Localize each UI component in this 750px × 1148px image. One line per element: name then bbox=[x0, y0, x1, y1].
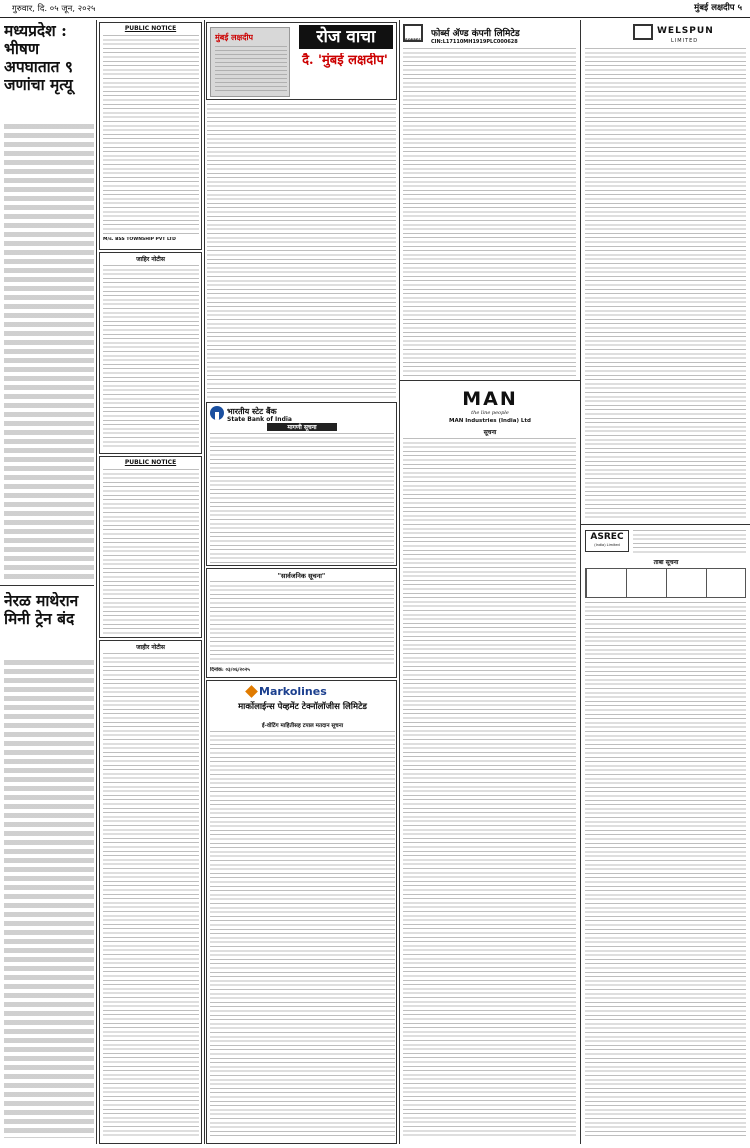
man-industries-notice bbox=[401, 386, 578, 1144]
column-divider bbox=[204, 20, 205, 1144]
banner-subtitle: दै. 'मुंबई लक्षदीप' bbox=[302, 53, 388, 68]
markolines-notice bbox=[206, 680, 397, 1144]
column-divider bbox=[399, 20, 400, 1144]
notice-title: ताबा सूचना bbox=[653, 559, 679, 566]
bank-name-en: State Bank of India bbox=[227, 416, 292, 423]
notice-title: ई-वोटिंग माहितीसह टपाल मतदान सूचना bbox=[261, 723, 344, 729]
story-body bbox=[4, 124, 94, 580]
notice-body bbox=[210, 581, 394, 665]
notice-title: जाहिर नोटीस bbox=[136, 256, 165, 263]
page-number: ५ bbox=[737, 3, 742, 13]
news-story-neral-matheran bbox=[4, 592, 94, 1142]
asrec-logo-icon: ASREC (India) Limited bbox=[585, 530, 629, 552]
notice-title: "सार्वजनिक सूचना" bbox=[277, 572, 326, 580]
welspun-logo-icon bbox=[633, 24, 653, 40]
column-divider bbox=[96, 20, 97, 1144]
masthead: मुंबई लक्षदीप bbox=[215, 32, 254, 42]
public-notice bbox=[99, 22, 202, 250]
company-name: फोर्ब्स ॲण्ड कंपनी लिमिटेड bbox=[431, 29, 520, 39]
notice-body bbox=[207, 104, 396, 400]
markolines-logo-icon bbox=[245, 685, 258, 698]
notice-body bbox=[585, 48, 746, 518]
public-notice-2 bbox=[99, 456, 202, 638]
company-logo: WELSPUN bbox=[657, 26, 714, 36]
notice-date: दिनांक: ०३/०६/२०२५ bbox=[210, 667, 250, 673]
notice-title: जाहीर नोटीस bbox=[136, 644, 165, 651]
company-cin: CIN:L17110MH1919PLC000628 bbox=[431, 39, 518, 45]
company-logo: Markolines bbox=[259, 685, 327, 698]
notice-signoff: M/s. BSS TOWNSHIP PVT LTD bbox=[103, 237, 176, 242]
roj-vacha-banner bbox=[206, 22, 397, 100]
story-headline: नेरळ माथेरान मिनी ट्रेन बंद bbox=[4, 592, 79, 628]
notice-body bbox=[103, 35, 199, 235]
welspun-notice bbox=[583, 22, 748, 522]
sbi-demand-notice bbox=[206, 402, 397, 566]
possession-table bbox=[585, 568, 746, 598]
column-divider bbox=[580, 20, 581, 1144]
company-logo: MAN bbox=[462, 388, 518, 410]
notice-body bbox=[403, 48, 576, 376]
notice-title: सूचना bbox=[483, 429, 497, 436]
notice-body bbox=[103, 469, 199, 634]
story-separator bbox=[0, 585, 94, 586]
notice-body bbox=[210, 433, 394, 563]
notice-body bbox=[103, 653, 199, 1139]
company-name: मार्कोलाईन्स पेव्हमेंट टेक्नॉलॉजीस लिमिटेड bbox=[238, 702, 367, 712]
notice-body bbox=[403, 438, 576, 1138]
banner-title: रोज वाचा bbox=[299, 25, 393, 49]
sbi-logo-icon bbox=[210, 406, 224, 420]
news-story-mp-accident bbox=[4, 22, 94, 582]
story-body bbox=[4, 660, 94, 1138]
forbes-logo-icon: FORBES bbox=[403, 24, 423, 42]
jahir-notice bbox=[99, 252, 202, 454]
bank-name: भारतीय स्टेट बैंक bbox=[227, 406, 277, 416]
notice-body bbox=[103, 265, 199, 449]
notice-body bbox=[210, 731, 395, 1139]
company-tagline: the line people bbox=[471, 410, 509, 416]
notice-title: PUBLIC NOTICE bbox=[124, 459, 177, 466]
company-logo-sub: LIMITED bbox=[671, 38, 699, 44]
newspaper-thumbnail bbox=[210, 27, 290, 97]
paper-name: मुंबई लक्षदीप ५ bbox=[694, 3, 742, 13]
notice-title: PUBLIC NOTICE bbox=[124, 25, 177, 32]
story-headline: मध्यप्रदेश : भीषण अपघातात ९ जणांचा मृत्यू bbox=[4, 22, 73, 94]
notice-body bbox=[585, 602, 746, 1138]
company-address bbox=[633, 530, 746, 556]
jahir-notice-2 bbox=[99, 640, 202, 1144]
page-header bbox=[0, 0, 750, 18]
notice-title: मागणी सूचना bbox=[267, 423, 337, 431]
notice-separator bbox=[400, 380, 580, 381]
asrec-notice bbox=[583, 528, 748, 1144]
sarvajanik-suchana bbox=[206, 568, 397, 678]
company-name: MAN Industries (India) Ltd bbox=[449, 418, 531, 424]
notice-separator bbox=[581, 524, 750, 525]
forbes-notice bbox=[401, 22, 578, 378]
date-line: गुरुवार, दि. ०५ जून, २०२५ bbox=[12, 4, 96, 14]
